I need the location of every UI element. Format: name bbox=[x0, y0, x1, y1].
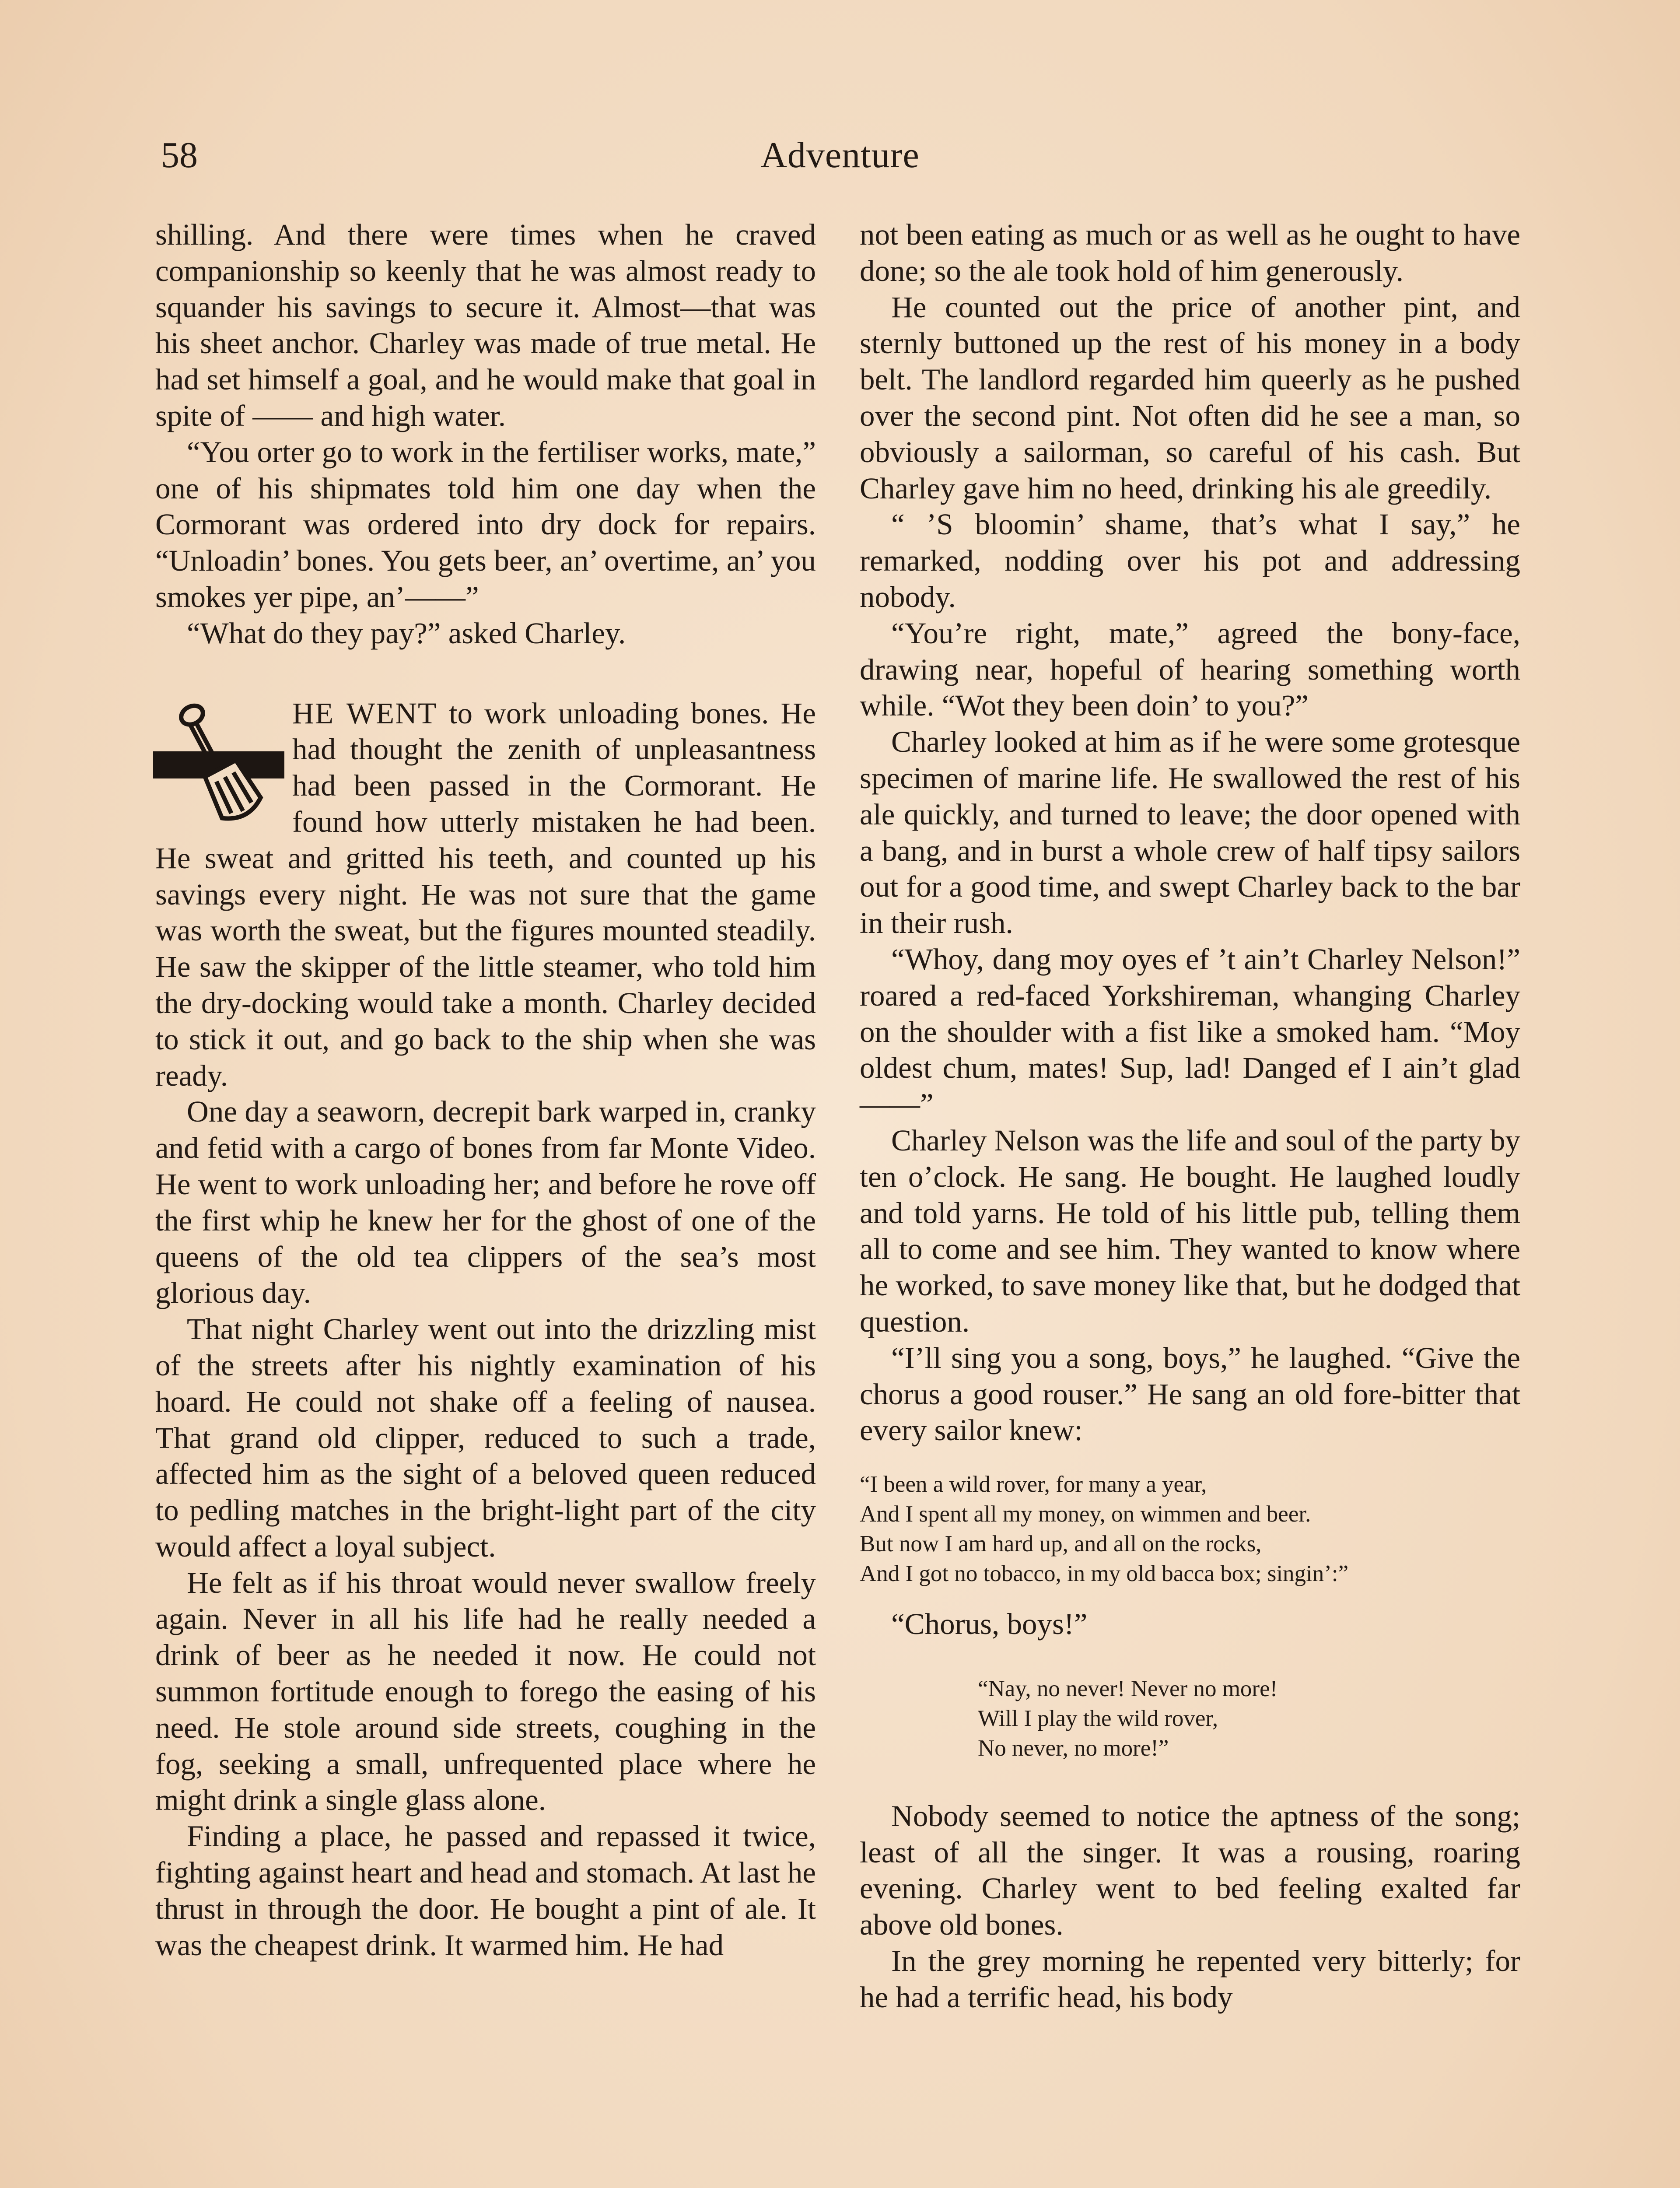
paragraph: “I’ll sing you a song, boys,” he laughed. “Give the chorus a good rouser.” He sang an old fore-bitter that every sailor knew: bbox=[860, 1341, 1520, 1447]
song-chorus bbox=[978, 1674, 1520, 1763]
paragraph-text: to work unloading bones. He had thought the zenith of unpleasantness had been passed in the Cormorant. He found how utterly mistaken he had been. He sweat and gritted his teeth, and counted up his savings every night. He was not sure that the game was worth the sweat, but the figures mounted steadily. He saw the skipper of the little steamer, who told him the dry-docking would take a month. Charley decided to stick it out, and go back to the ship when she was ready. bbox=[155, 696, 816, 1092]
paragraph: Finding a place, he passed and repassed it twice, fighting against heart and head and stomach. At last he thrust in through the door. He bought a pint of ale. It was the cheapest drink. It warmed him. He had bbox=[155, 1820, 816, 1962]
paragraph: “You’re right, mate,” agreed the bony-face, drawing near, hopeful of hearing something worth while. “Wot they been doin’ to you?” bbox=[860, 616, 1520, 722]
paragraph: Charley Nelson was the life and soul of the party by ten o’clock. He sang. He bought. He laughed loudly and told yarns. He told of his little pub, telling them all to come and see him. They wanted to know where he worked, to save money like that, but he dodged that question. bbox=[860, 1123, 1520, 1338]
right-column bbox=[860, 217, 1520, 2016]
page-header bbox=[158, 131, 1522, 179]
chorus-line: “Nay, no never! Never no more! bbox=[978, 1676, 1278, 1701]
running-title: Adventure bbox=[760, 135, 920, 175]
shovel-icon bbox=[153, 695, 284, 831]
verse-line: And I spent all my money, on wimmen and beer. bbox=[860, 1501, 1311, 1527]
paragraph: One day a seaworn, decrepit bark warped in, cranky and fetid with a cargo of bones from far Monte Video. He went to work unloading her; and before he rove off the first whip he knew her for the ghost of one of the queens of the old tea clippers of the sea’s most glorious day. bbox=[155, 1095, 816, 1310]
chorus-line: Will I play the wild rover, bbox=[978, 1705, 1218, 1731]
song-verse bbox=[860, 1469, 1520, 1588]
left-column bbox=[155, 217, 816, 1963]
paragraph: He counted out the price of another pint, and sternly buttoned up the rest of his money in a body belt. The landlord regarded him queerly as he pushed over the second pint. Not often did he see a man, so obviously a sailorman, so careful of his cash. But Charley gave him no heed, drinking his ale greedily. bbox=[860, 290, 1520, 505]
verse-line: “I been a wild rover, for many a year, bbox=[860, 1472, 1207, 1497]
paragraph: That night Charley went out into the drizzling mist of the streets after his nightly examination of his hoard. He could not shake off a feeling of nausea. That grand old clipper, reduced to such a trade, affected him as the sight of a beloved queen reduced to pedling matches in the bright-light part of the city would affect a loyal subject. bbox=[155, 1312, 816, 1563]
verse-line: And I got no tobacco, in my old bacca box; singin’:” bbox=[860, 1561, 1349, 1587]
section-opening-words: HE WENT bbox=[292, 696, 438, 730]
paragraph: “Chorus, boys!” bbox=[891, 1607, 1088, 1641]
chorus-line: No never, no more!” bbox=[978, 1735, 1169, 1761]
paragraph: In the grey morning he repented very bitterly; for he had a terrific head, his body bbox=[860, 1944, 1520, 2014]
paragraph: not been eating as much or as well as he ought to have done; so the ale took hold of him generously. bbox=[860, 218, 1520, 288]
paragraph: He felt as if his throat would never swallow freely again. Never in all his life had he really needed a drink of beer as he needed it now. He could not summon fortitude enough to forego the easing of his need. He stole around side streets, coughing in the fog, seeking a small, unfrequented place where he might drink a single glass alone. bbox=[155, 1566, 816, 1817]
page-number: 58 bbox=[161, 135, 198, 175]
verse-line: But now I am hard up, and all on the rocks, bbox=[860, 1531, 1262, 1557]
paragraph: Nobody seemed to notice the aptness of the song; least of all the singer. It was a rousing, roaring evening. Charley went to bed feeling exalted far above old bones. bbox=[860, 1799, 1520, 1942]
paragraph: “ ’S bloomin’ shame, that’s what I say,” he remarked, nodding over his pot and addressing nobody. bbox=[860, 508, 1520, 614]
paragraph: shilling. And there were times when he craved companionship so keenly that he was almost ready to squander his savings to secure it. Almost—that was his sheet anchor. Charley was made of true metal. He had set himself a goal, and he would make that goal in spite of —— and high water. bbox=[155, 218, 816, 432]
paragraph: “Whoy, dang moy oyes ef ’t ain’t Charley Nelson!” roared a red-faced Yorkshireman, whanging Charley on the shoulder with a fist like a smoked ham. “Moy oldest chum, mates! Sup, lad! Danged ef I ain’t glad——” bbox=[860, 942, 1520, 1121]
section-start bbox=[155, 695, 816, 1094]
paragraph: Charley looked at him as if he were some grotesque specimen of marine life. He swallowed the rest of his ale quickly, and turned to leave; the door opened with a bang, and in burst a whole crew of half tipsy sailors out for a good time, and swept Charley back to the bar in their rush. bbox=[860, 725, 1520, 940]
paragraph: “You orter go to work in the fertiliser works, mate,” one of his shipmates told him one day when the Cormorant was ordered into dry dock for repairs. “Unloadin’ bones. You gets beer, an’ overtime, an’ you smokes yer pipe, an’——” bbox=[155, 435, 816, 614]
paragraph: “What do they pay?” asked Charley. bbox=[187, 616, 626, 650]
